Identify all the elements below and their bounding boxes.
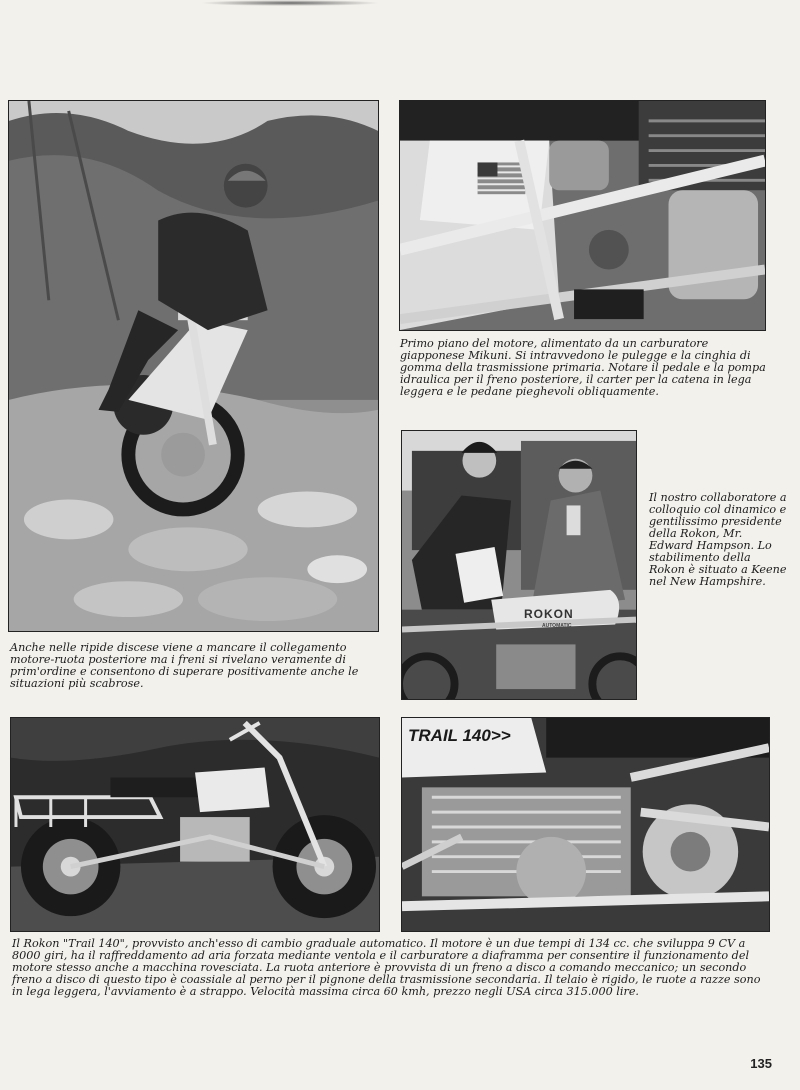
page-top-shadow (200, 0, 380, 6)
rokon-tank-logo: ROKON (524, 607, 574, 621)
caption-trail-140: Il Rokon "Trail 140", provvisto anch'esso di cambio graduale automatico. Il motore è un due tempi di 134 cc. che sviluppa 9 CV a 8000 giri, ha il raffreddamento ad aria forzata mediante ventola e il carburatore a diaframma per consentire il funzionamento del motore stesso anche a macchina rovesciata. La ruota anteriore è provvista di un freno a disco a comando meccanico; un secondo freno a disco di questo tipo è coassiale al perno per il pignone della trasmissione secondaria. Il telaio è rigido, le ruote a razze sono in lega leggera, l'avviamento è a strappo. Velocità massima circa 60 kmh, prezzo negli USA circa 315.000 lire. (12, 937, 761, 998)
caption-engine-closeup: Primo piano del motore, alimentato da un carburatore giapponese Mikuni. Si intravvedono le pulegge e la cinghia di gomma della trasmissione primaria. Notare il pedale e la pompa idraulica per il freno posteriore, il carter per la catena in lega leggera e le pedane pieghevoli obliquamente. (400, 337, 766, 398)
trail-140-decal: TRAIL 140>> (408, 726, 511, 745)
caption-interview: Il nostro collaboratore a colloquio col dinamico e gentilissimo presidente della Rokon, Mr. Edward Hampson. Lo stabilimento della Rokon è situato a Keene nel New Hampshire. (649, 491, 787, 588)
page-number: 135 (750, 1056, 772, 1071)
photo-trail-engine (401, 717, 770, 932)
caption-downhill: Anche nelle ripide discese viene a mancare il collegamento motore-ruota posteriore ma i freni si rivelano veramente di prim'ordine e consentono di superare positivamente anche le situazioni più scabrose. (10, 641, 359, 690)
rokon-tank-subtitle: AUTOMATIC (542, 623, 572, 629)
photo-trail-140 (10, 717, 380, 932)
photo-engine-closeup (399, 100, 766, 331)
photo-downhill-rider (8, 100, 379, 632)
photo-interview (401, 430, 637, 700)
